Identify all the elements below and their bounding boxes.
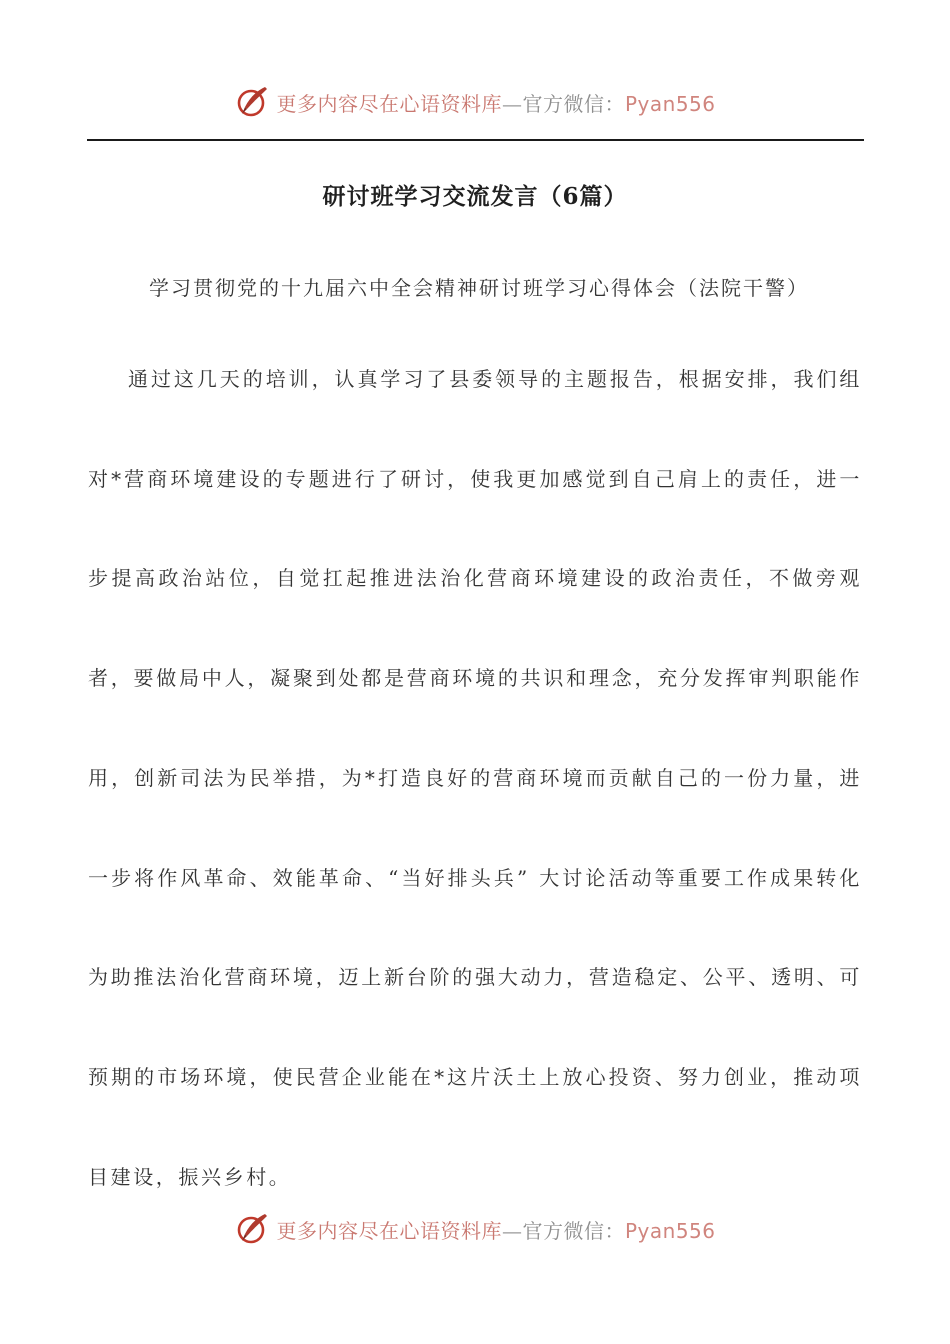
banner-wechat-id: Pyan556 [624, 91, 716, 116]
body-paragraph: 通过这几天的培训，认真学习了县委领导的主题报告，根据安排，我们组对*营商环境建设的专题进行了研讨，使我更加感觉到自己肩上的责任，进一步提高政治站位，自觉扛起推进法治化营商环境建设的政治责任，不做旁观者，要做局中人，凝聚到处都是营商环境的共识和理念，充分发挥审判职能作用，创新司法为民举措，为*打造良好的营商环境而贡献自己的一份力量，进一步将作风革命、效能革命、“当好排头兵” 大讨论活动等重要工作成果转化为助推法治化营商环境，迈上新台阶的强大动力，营造稳定、公平、透明、可预期的市场环境，使民营企业能在*这片沃土上放心投资、努力创业，推动项目建设，振兴乡村。 [88, 367, 862, 1189]
header-banner [0, 82, 950, 122]
banner-label: 官方微信： [522, 1218, 625, 1243]
banner-text [276, 1215, 715, 1244]
quill-pen-logo-icon [234, 84, 270, 120]
banner-label: 官方微信： [522, 91, 625, 116]
quill-pen-logo-icon [234, 1211, 270, 1247]
banner-dash: — [501, 1218, 523, 1243]
banner-brand: 更多内容尽在心语资料库 [276, 91, 502, 116]
document-title: 研讨班学习交流发言（6篇） [322, 183, 628, 210]
banner-brand: 更多内容尽在心语资料库 [276, 1218, 502, 1243]
footer-banner [0, 1209, 950, 1249]
banner-dash: — [501, 91, 523, 116]
document-subtitle: 学习贯彻党的十九届六中全会精神研讨班学习心得体会（法院干警） [149, 276, 809, 300]
banner-wechat-id: Pyan556 [624, 1218, 716, 1243]
header-divider [87, 139, 864, 141]
footer-banner-content [234, 1211, 715, 1247]
banner-text [276, 88, 715, 117]
header-banner-content [234, 84, 715, 120]
